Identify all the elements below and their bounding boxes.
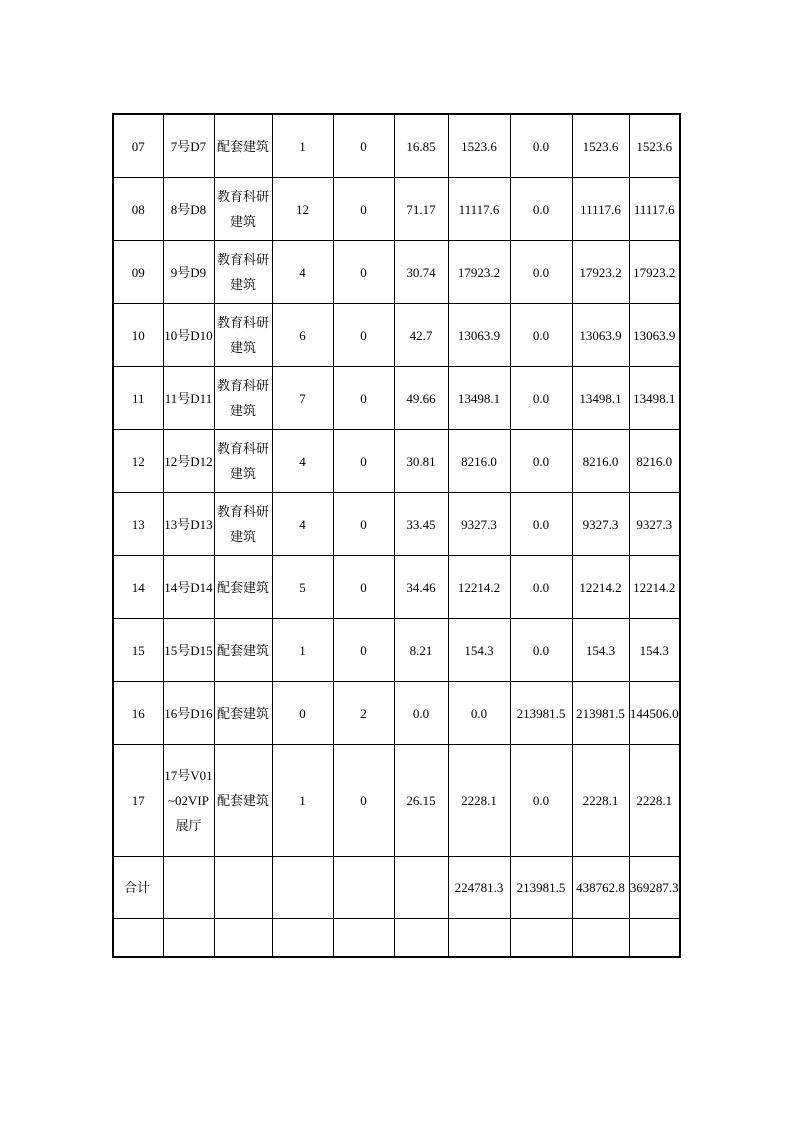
total-row	[113, 857, 680, 919]
empty-cell	[272, 857, 333, 919]
area-last: 8216.0	[629, 430, 680, 493]
building-height: 26.15	[394, 745, 448, 857]
building-usage: 配套建筑	[214, 556, 272, 619]
area-above: 0.0	[448, 682, 510, 745]
area-total: 13498.1	[572, 367, 629, 430]
building-usage: 教育科研建筑	[214, 493, 272, 556]
floors-below: 0	[333, 745, 394, 857]
area-below: 0.0	[510, 745, 572, 857]
area-below: 0.0	[510, 114, 572, 178]
total-area-last: 369287.3	[629, 857, 680, 919]
table-row	[113, 430, 680, 493]
area-above: 12214.2	[448, 556, 510, 619]
table-row	[113, 304, 680, 367]
floors-below: 0	[333, 114, 394, 178]
area-last: 11117.6	[629, 178, 680, 241]
area-above: 11117.6	[448, 178, 510, 241]
empty-cell	[214, 919, 272, 958]
floors-below: 2	[333, 682, 394, 745]
floors-above: 1	[272, 619, 333, 682]
floors-above: 5	[272, 556, 333, 619]
building-name: 9号D9	[163, 241, 214, 304]
building-usage: 配套建筑	[214, 114, 272, 178]
table-row	[113, 619, 680, 682]
area-above: 2228.1	[448, 745, 510, 857]
building-height: 42.7	[394, 304, 448, 367]
empty-cell	[113, 919, 163, 958]
table-row	[113, 556, 680, 619]
floors-below: 0	[333, 430, 394, 493]
area-below: 213981.5	[510, 682, 572, 745]
floors-below: 0	[333, 493, 394, 556]
floors-above: 6	[272, 304, 333, 367]
floors-above: 0	[272, 682, 333, 745]
empty-cell	[214, 857, 272, 919]
building-name: 14号D14	[163, 556, 214, 619]
building-usage: 教育科研建筑	[214, 178, 272, 241]
building-area-table	[112, 113, 681, 958]
row-no: 09	[113, 241, 163, 304]
row-no: 12	[113, 430, 163, 493]
building-height: 71.17	[394, 178, 448, 241]
area-below: 0.0	[510, 556, 572, 619]
area-total: 1523.6	[572, 114, 629, 178]
building-usage: 教育科研建筑	[214, 430, 272, 493]
area-last: 2228.1	[629, 745, 680, 857]
building-height: 33.45	[394, 493, 448, 556]
area-total: 11117.6	[572, 178, 629, 241]
area-below: 0.0	[510, 619, 572, 682]
area-above: 154.3	[448, 619, 510, 682]
building-name: 8号D8	[163, 178, 214, 241]
table-row	[113, 493, 680, 556]
area-total: 13063.9	[572, 304, 629, 367]
building-height: 8.21	[394, 619, 448, 682]
area-total: 8216.0	[572, 430, 629, 493]
area-total: 2228.1	[572, 745, 629, 857]
area-above: 13063.9	[448, 304, 510, 367]
empty-cell	[572, 919, 629, 958]
building-name: 15号D15	[163, 619, 214, 682]
area-above: 9327.3	[448, 493, 510, 556]
floors-below: 0	[333, 367, 394, 430]
area-above: 17923.2	[448, 241, 510, 304]
area-below: 0.0	[510, 367, 572, 430]
area-below: 0.0	[510, 304, 572, 367]
area-last: 17923.2	[629, 241, 680, 304]
building-name: 12号D12	[163, 430, 214, 493]
floors-above: 1	[272, 745, 333, 857]
row-no: 13	[113, 493, 163, 556]
table-row	[113, 241, 680, 304]
building-height: 49.66	[394, 367, 448, 430]
building-name: 17号V01~02VIP展厅	[163, 745, 214, 857]
building-name: 13号D13	[163, 493, 214, 556]
area-total: 12214.2	[572, 556, 629, 619]
area-last: 9327.3	[629, 493, 680, 556]
area-total: 17923.2	[572, 241, 629, 304]
row-no: 16	[113, 682, 163, 745]
area-below: 0.0	[510, 430, 572, 493]
row-no: 08	[113, 178, 163, 241]
area-last: 13498.1	[629, 367, 680, 430]
building-name: 16号D16	[163, 682, 214, 745]
row-no: 17	[113, 745, 163, 857]
empty-cell	[333, 919, 394, 958]
floors-above: 7	[272, 367, 333, 430]
area-above: 1523.6	[448, 114, 510, 178]
area-above: 13498.1	[448, 367, 510, 430]
building-name: 11号D11	[163, 367, 214, 430]
empty-cell	[394, 919, 448, 958]
area-below: 0.0	[510, 493, 572, 556]
row-no: 14	[113, 556, 163, 619]
total-area-total: 438762.8	[572, 857, 629, 919]
row-no: 07	[113, 114, 163, 178]
area-last: 154.3	[629, 619, 680, 682]
area-above: 8216.0	[448, 430, 510, 493]
floors-below: 0	[333, 241, 394, 304]
table-row	[113, 745, 680, 857]
floors-above: 1	[272, 114, 333, 178]
empty-cell	[394, 857, 448, 919]
building-height: 30.81	[394, 430, 448, 493]
building-usage: 教育科研建筑	[214, 367, 272, 430]
building-height: 34.46	[394, 556, 448, 619]
building-name: 7号D7	[163, 114, 214, 178]
floors-below: 0	[333, 619, 394, 682]
area-last: 12214.2	[629, 556, 680, 619]
total-area-below: 213981.5	[510, 857, 572, 919]
empty-cell	[163, 919, 214, 958]
building-usage: 配套建筑	[214, 745, 272, 857]
area-last: 144506.0	[629, 682, 680, 745]
building-height: 16.85	[394, 114, 448, 178]
area-total: 9327.3	[572, 493, 629, 556]
row-no: 15	[113, 619, 163, 682]
empty-cell	[448, 919, 510, 958]
empty-cell	[629, 919, 680, 958]
area-last: 1523.6	[629, 114, 680, 178]
row-no: 11	[113, 367, 163, 430]
area-total: 154.3	[572, 619, 629, 682]
floors-above: 4	[272, 493, 333, 556]
floors-below: 0	[333, 556, 394, 619]
building-name: 10号D10	[163, 304, 214, 367]
area-total: 213981.5	[572, 682, 629, 745]
floors-below: 0	[333, 178, 394, 241]
floors-above: 4	[272, 430, 333, 493]
area-below: 0.0	[510, 178, 572, 241]
row-no: 10	[113, 304, 163, 367]
total-area-above: 224781.3	[448, 857, 510, 919]
floors-above: 12	[272, 178, 333, 241]
table-row	[113, 114, 680, 178]
empty-cell	[163, 857, 214, 919]
table-row	[113, 682, 680, 745]
building-usage: 教育科研建筑	[214, 241, 272, 304]
building-usage: 教育科研建筑	[214, 304, 272, 367]
building-height: 0.0	[394, 682, 448, 745]
building-usage: 配套建筑	[214, 619, 272, 682]
table-row	[113, 367, 680, 430]
empty-cell	[510, 919, 572, 958]
area-below: 0.0	[510, 241, 572, 304]
empty-cell	[333, 857, 394, 919]
empty-row	[113, 919, 680, 958]
total-label: 合计	[113, 857, 163, 919]
floors-below: 0	[333, 304, 394, 367]
building-usage: 配套建筑	[214, 682, 272, 745]
table-row	[113, 178, 680, 241]
building-height: 30.74	[394, 241, 448, 304]
empty-cell	[272, 919, 333, 958]
floors-above: 4	[272, 241, 333, 304]
area-last: 13063.9	[629, 304, 680, 367]
